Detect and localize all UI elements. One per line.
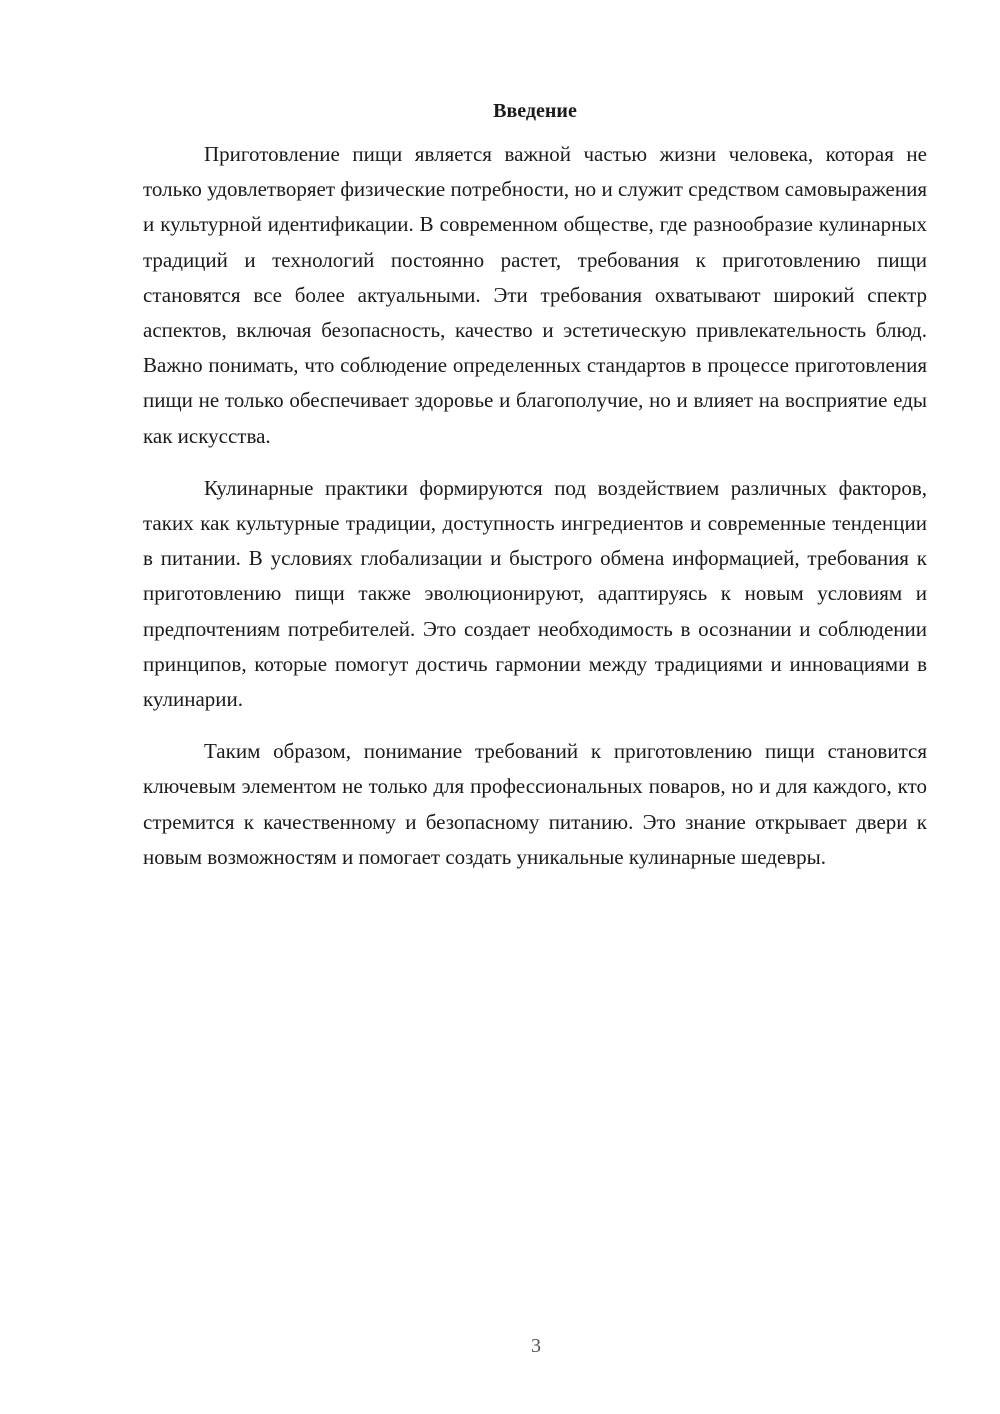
page-content: [143, 97, 927, 892]
page-number: 3: [531, 1335, 541, 1357]
section-title: Введение: [493, 100, 577, 122]
paragraph-3: Таким образом, понимание требований к приготовлению пищи становится ключевым элементом не только для профессиональных поваров, но и для каждого, кто стремится к качественному и безопасному питанию. Это знание открывает двери к новым возможностям и помогает создать уникальные кулинарные шедевры.: [143, 739, 927, 869]
paragraph-1: Приготовление пищи является важной частью жизни человека, которая не только удовлетворяет физические потребности, но и служит средством самовыражения и культурной идентификации. В современном обществе, где разнообразие кулинарных традиций и технологий постоянно растет, требования к приготовлению пищи становятся все более актуальными. Эти требования охватывают широкий спектр аспектов, включая безопасность, качество и эстетическую привлекательность блюд. Важно понимать, что соблюдение определенных стандартов в процессе приготовления пищи не только обеспечивает здоровье и благополучие, но и влияет на восприятие еды как искусства.: [143, 142, 927, 448]
paragraph-2: Кулинарные практики формируются под воздействием различных факторов, таких как культурные традиции, доступность ингредиентов и современные тенденции в питании. В условиях глобализации и быстрого обмена информацией, требования к приготовлению пищи также эволюционируют, адаптируясь к новым условиям и предпочтениям потребителей. Это создает необходимость в осознании и соблюдении принципов, которые помогут достичь гармонии между традициями и инновациями в кулинарии.: [143, 475, 927, 712]
